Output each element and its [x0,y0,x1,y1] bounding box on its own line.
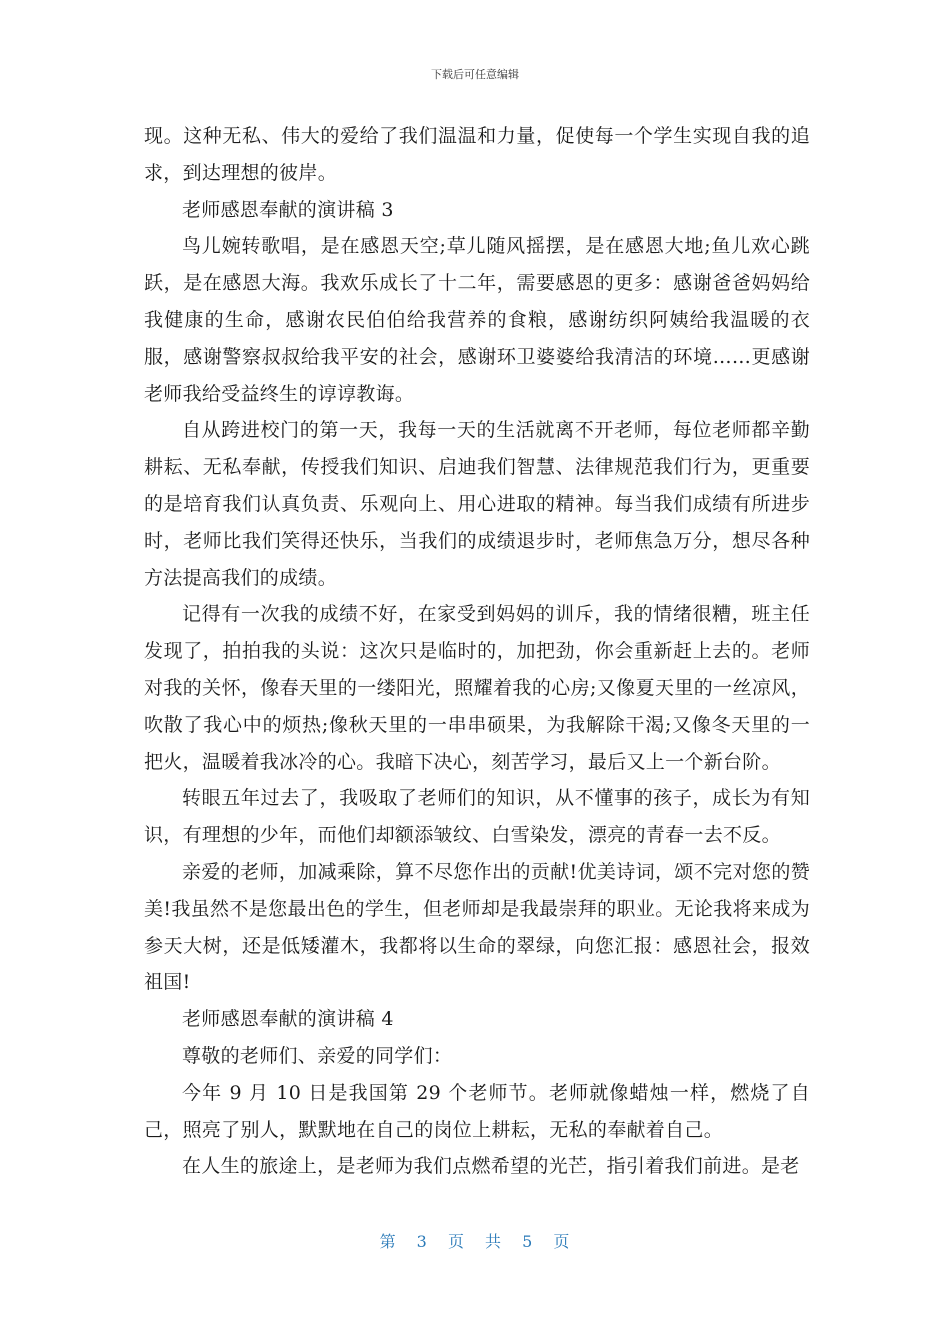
salutation: 尊敬的老师们、亲爱的同学们： [182,1044,453,1067]
paragraph: 在人生的旅途上，是老师为我们点燃希望的光芒，指引着我们前进。是老 [182,1155,800,1178]
section-heading: 老师感恩奉献的演讲稿 4 [182,1008,394,1031]
paragraph: 今年 9 月 10 日是我国第 29 个老师节。老师就像蜡烛一样，燃烧了自己，照亮了别人，默默地在自己的岗位上耕耘，无私的奉献着自己。 [144,1081,810,1141]
page-header: 下载后可任意编辑 [431,68,519,81]
paragraph: 鸟儿婉转歌唱，是在感恩天空;草儿随风摇摆，是在感恩大地;鱼儿欢心跳跃，是在感恩大海。我欢乐成长了十二年，需要感恩的更多：感谢爸爸妈妈给我健康的生命，感谢农民伯伯给我营养的食粮，感谢纺织阿姨给我温暖的衣服，感谢警察叔叔给我平安的社会，感谢环卫婆婆给我清洁的环境……更感谢老师我给受益终生的谆谆教诲。 [144,235,810,405]
paragraph: 亲爱的老师，加减乘除，算不尽您作出的贡献!优美诗词，颂不完对您的赞美!我虽然不是您最出色的学生，但老师却是我最崇拜的职业。无论我将来成为参天大树，还是低矮灌木，我都将以生命的翠绿，向您汇报：感恩社会，报效祖国! [144,860,810,994]
paragraph: 现。这种无私、伟大的爱给了我们温温和力量，促使每一个学生实现自我的追求，到达理想的彼岸。 [144,125,810,184]
page-number-footer: 第 3 页 共 5 页 [379,1232,571,1251]
paragraph: 转眼五年过去了，我吸取了老师们的知识，从不懂事的孩子，成长为有知识，有理想的少年，而他们却额添皱纹、白雪染发，漂亮的青春一去不反。 [144,787,810,847]
document-body [144,118,810,1185]
paragraph: 记得有一次我的成绩不好，在家受到妈妈的训斥，我的情绪很糟，班主任发现了，拍拍我的头说：这次只是临时的，加把劲，你会重新赶上去的。老师对我的关怀，像春天里的一缕阳光，照耀着我的心房;又像夏天里的一丝凉风，吹散了我心中的烦热;像秋天里的一串串硕果，为我解除干渴;又像冬天里的一把火，温暖着我冰冷的心。我暗下决心，刻苦学习，最后又上一个新台阶。 [144,603,810,773]
paragraph: 自从跨进校门的第一天，我每一天的生活就离不开老师，每位老师都辛勤耕耘、无私奉献，传授我们知识、启迪我们智慧、法律规范我们行为，更重要的是培育我们认真负责、乐观向上、用心进取的精神。每当我们成绩有所进步时，老师比我们笑得还快乐，当我们的成绩退步时，老师焦急万分，想尽各种方法提高我们的成绩。 [144,419,810,589]
section-heading: 老师感恩奉献的演讲稿 3 [182,198,394,221]
